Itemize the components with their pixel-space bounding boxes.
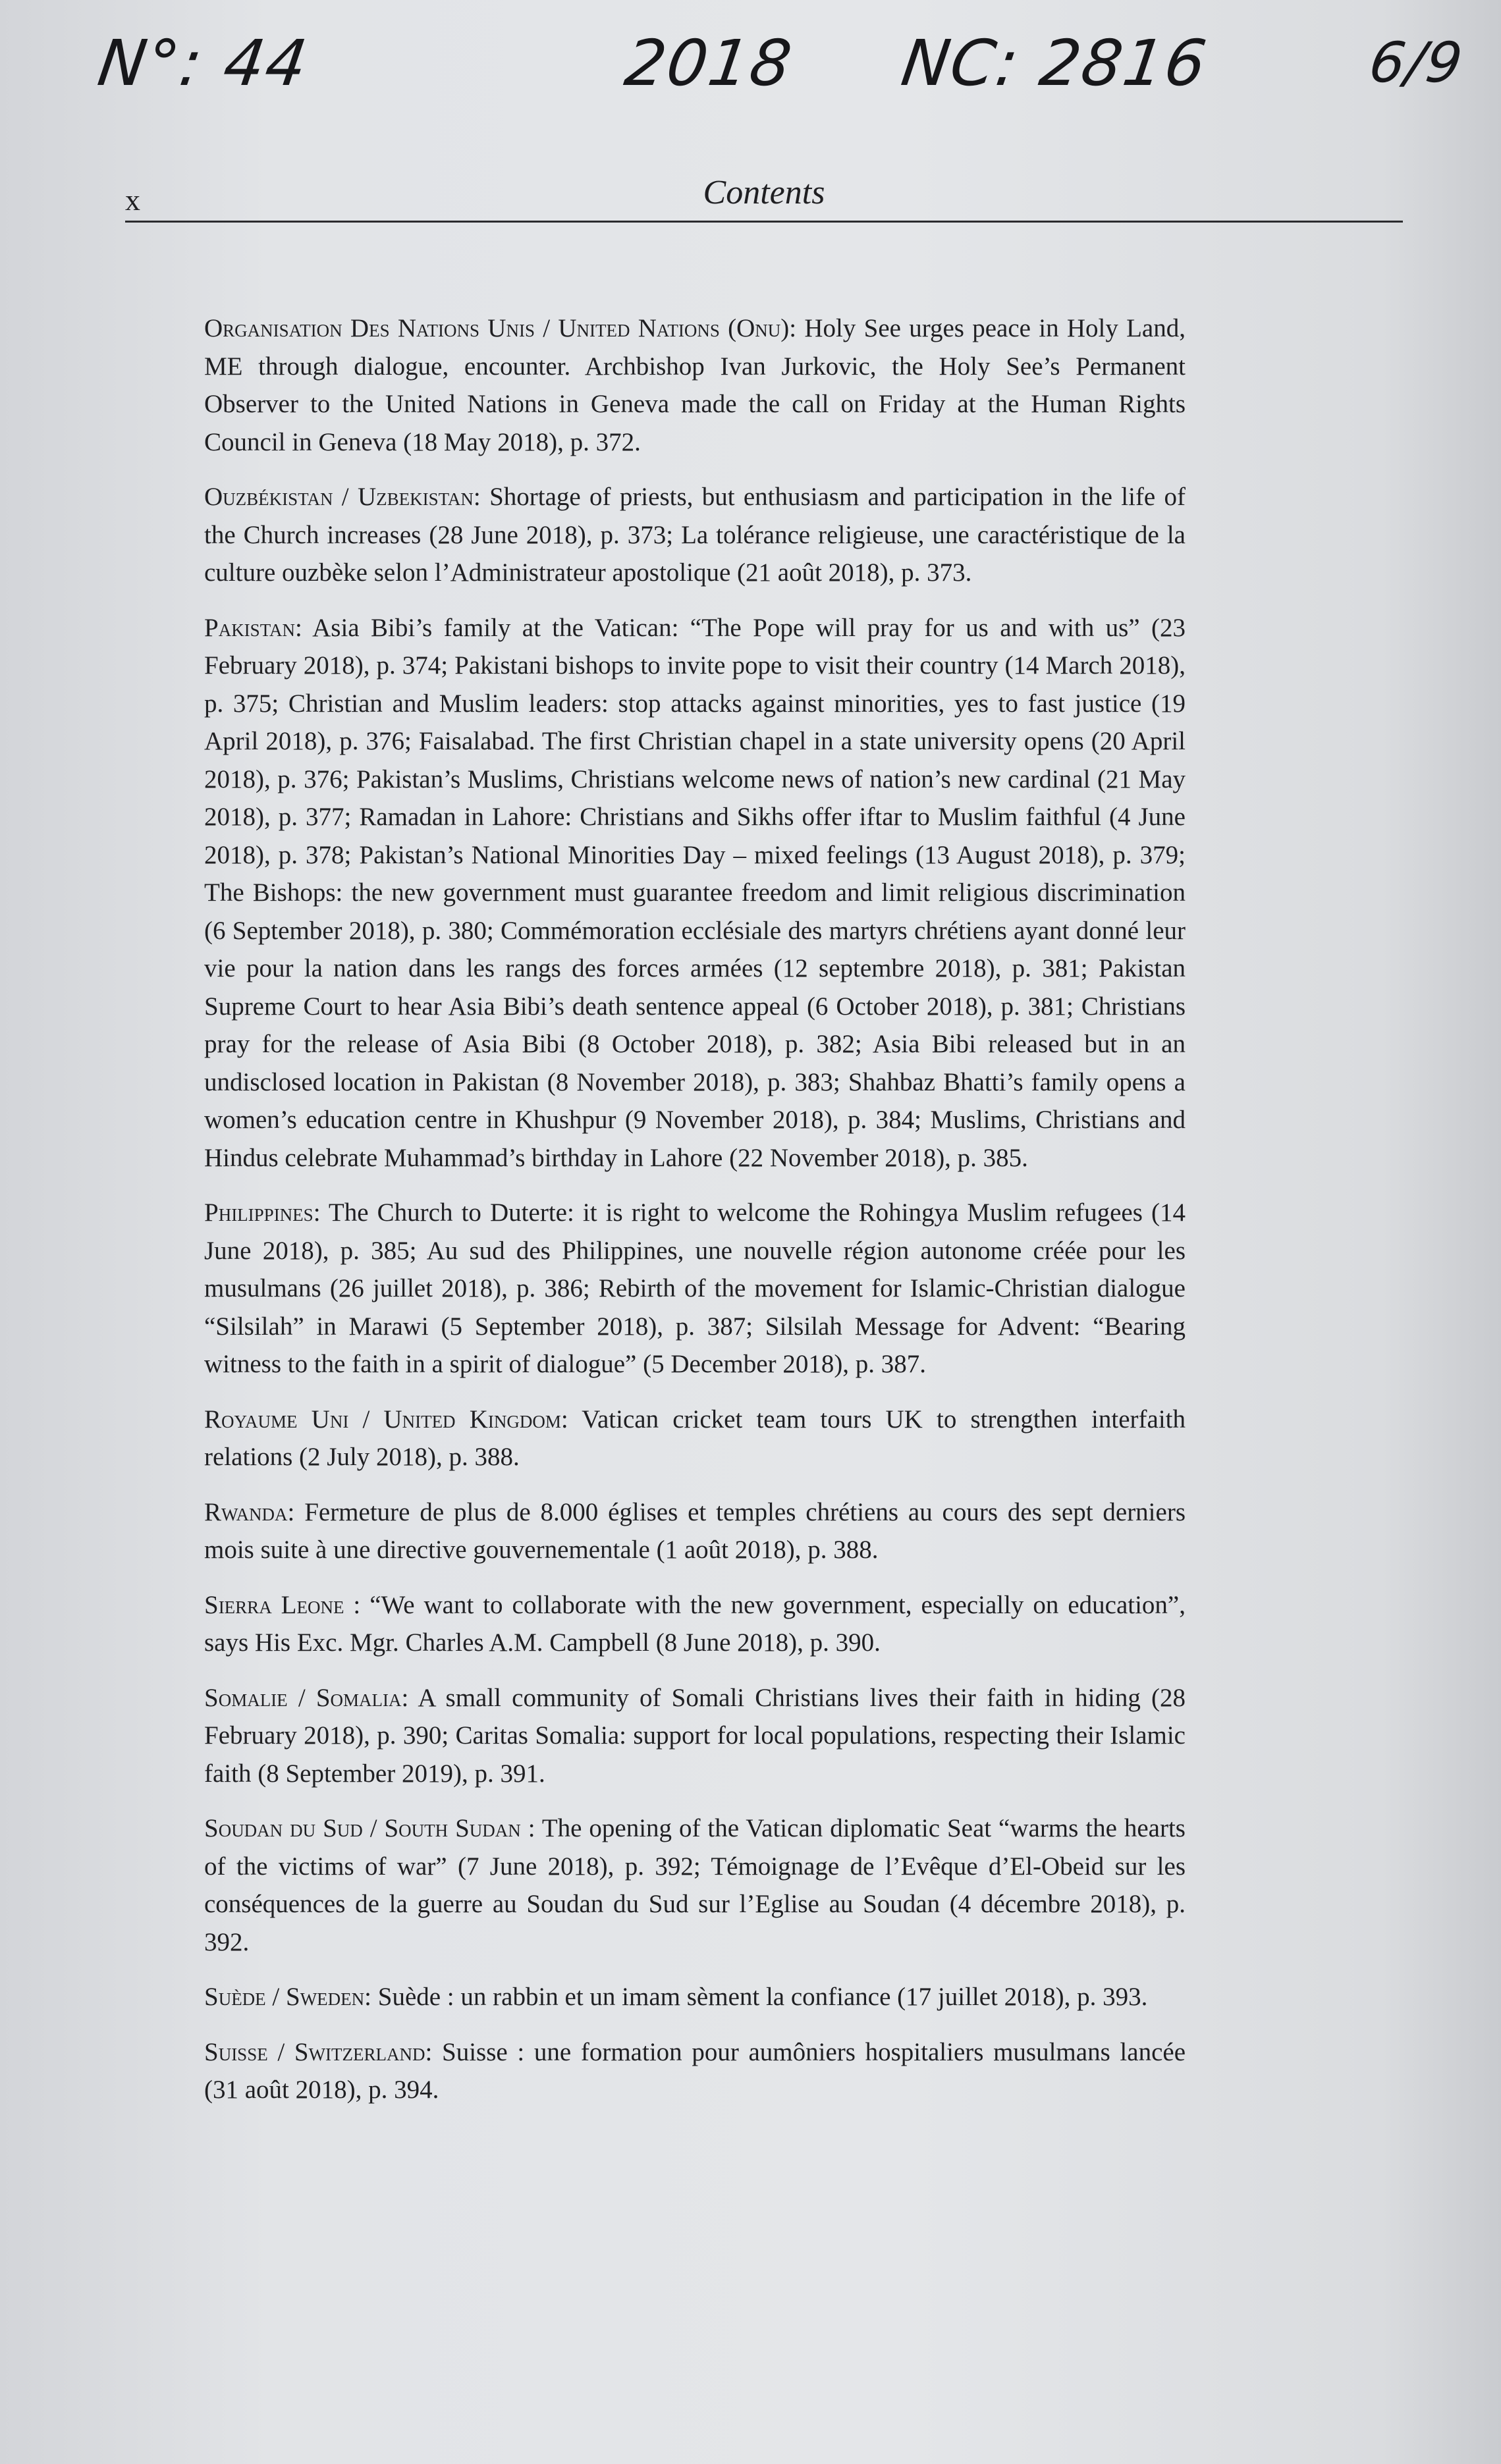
entry-uzbekistan: [204, 478, 1186, 592]
entry-somalia: [204, 1679, 1186, 1793]
entry-text: Fermeture de plus de 8.000 églises et temples chrétiens au cours des sept derniers mois suite à une directive gouvernementale (1 août 2018), p. 388.: [204, 1497, 1186, 1564]
entry-text: “We want to collaborate with the new government, especially on education”, says His Exc. Mgr. Charles A.M. Campbell (8 June 2018), p. 390.: [204, 1590, 1186, 1657]
entry-united-kingdom: [204, 1401, 1186, 1476]
handwritten-volume: 6/9: [1365, 30, 1468, 95]
entry-rwanda: [204, 1493, 1186, 1569]
entry-sierra-leone: [204, 1586, 1186, 1662]
handwritten-annotation: [0, 26, 1501, 119]
entry-country: Suède / Sweden:: [204, 1983, 371, 2011]
contents-list: [204, 309, 1186, 2126]
entry-text: Suède : un rabbin et un imam sèment la confiance (17 juillet 2018), p. 393.: [371, 1983, 1148, 2011]
entry-text: Suisse : une formation pour aumôniers hospitaliers musulmans lancée (31 août 2018), p. 394.: [204, 2037, 1186, 2104]
entry-country: Somalie / Somalia:: [204, 1683, 409, 1712]
entry-text: Asia Bibi’s family at the Vatican: “The Pope will pray for us and with us” (23 February 2018), p. 374; Pakistani bishops to invite pope to visit their country (14 March 2018), p. 375; Christian and Muslim leaders: stop attacks against minorities, yes to fast justice (19 April 2018), p. 376; Faisalabad. The first Christian chapel in a state university opens (20 April 2018), p. 376; Pakistan’s Muslims, Christians welcome news of nation’s new cardinal (21 May 2018), p. 377; Ramadan in Lahore: Christians and Sikhs offer iftar to Muslim faithful (4 June 2018), p. 378; Pakistan’s National Minorities Day – mixed feelings (13 August 2018), p. 379; The Bishops: the new government must guarantee freedom and limit religious discrimination (6 September 2018), p. 380; Commémoration ecclésiale des martyrs chrétiens ayant donné leur vie pour la nation dans les rangs des forces armées (12 septembre 2018), p. 381; Pakistan Supreme Court to hear Asia Bibi’s death sentence appeal (6 October 2018), p. 381; Christians pray for the release of Asia Bibi (8 October 2018), p. 382; Asia Bibi released but in an undisclosed location in Pakistan (8 November 2018), p. 383; Shahbaz Bhatti’s family opens a women’s education centre in Khushpur (9 November 2018), p. 384; Muslims, Christians and Hindus celebrate Muhammad’s birthday in Lahore (22 November 2018), p. 385.: [204, 613, 1186, 1172]
entry-text: The opening of the Vatican diplomatic Seat “warms the hearts of the victims of war” (7 June 2018), p. 392; Témoignage de l’Evêque d’El-Obeid sur les conséquences de la guerre au Soudan du Sud sur l’Eglise au Soudan (4 décembre 2018), p. 392.: [204, 1814, 1186, 1956]
handwritten-nc: NC: 2816: [897, 26, 1212, 100]
entry-pakistan: [204, 609, 1186, 1177]
entry-country: Soudan du Sud / South Sudan :: [204, 1814, 535, 1842]
entry-onu: [204, 309, 1186, 461]
entry-country: Suisse / Switzerland:: [204, 2037, 433, 2066]
entry-text: The Church to Duterte: it is right to welcome the Rohingya Muslim refugees (14 June 2018), p. 385; Au sud des Philippines, une nouvelle région autonome créée pour les musulmans (26 juillet 2018), p. 386; Rebirth of the movement for Islamic-Christian dialogue “Silsilah” in Marawi (5 September 2018), p. 387; Silsilah Message for Advent: “Bearing witness to the faith in a spirit of dialogue” (5 December 2018), p. 387.: [204, 1198, 1186, 1378]
entry-country: Ouzbékistan / Uzbekistan:: [204, 483, 481, 511]
entry-sweden: [204, 1978, 1186, 2016]
page-title: Contents: [703, 174, 825, 211]
entry-country: Royaume Uni / United Kingdom:: [204, 1405, 568, 1433]
handwritten-number: N°: 44: [94, 26, 313, 100]
entry-country: Philippines:: [204, 1198, 321, 1227]
entry-text: Shortage of priests, but enthusiasm and participation in the life of the Church increases (28 June 2018), p. 373; La tolérance religieuse, une caractéristique de la culture ouzbèke selon l’Administrateur apostolique (21 août 2018), p. 373.: [204, 483, 1186, 587]
entry-text: Vatican cricket team tours UK to strengthen interfaith relations (2 July 2018), p. 388.: [204, 1405, 1186, 1471]
entry-text: Holy See urges peace in Holy Land, ME through dialogue, encounter. Archbishop Ivan Jurkovic, the Holy See’s Permanent Observer to the United Nations in Geneva made the call on Friday at the Human Rights Council in Geneva (18 May 2018), p. 372.: [204, 314, 1186, 456]
page-number: x: [125, 183, 140, 217]
entry-country: Pakistan:: [204, 613, 302, 642]
entry-south-sudan: [204, 1809, 1186, 1961]
running-header: [125, 176, 1403, 223]
entry-switzerland: [204, 2033, 1186, 2109]
entry-country: Organisation Des Nations Unis / United Nations (Onu):: [204, 314, 797, 342]
entry-country: Rwanda:: [204, 1497, 295, 1526]
entry-philippines: [204, 1194, 1186, 1383]
entry-country: Sierra Leone :: [204, 1590, 361, 1619]
header-rule: [125, 221, 1403, 223]
entry-text: A small community of Somali Christians lives their faith in hiding (28 February 2018), p. 390; Caritas Somalia: support for local populations, respecting their Islamic faith (8 September 2019), p. 391.: [204, 1683, 1186, 1788]
handwritten-year: 2018: [620, 26, 798, 100]
